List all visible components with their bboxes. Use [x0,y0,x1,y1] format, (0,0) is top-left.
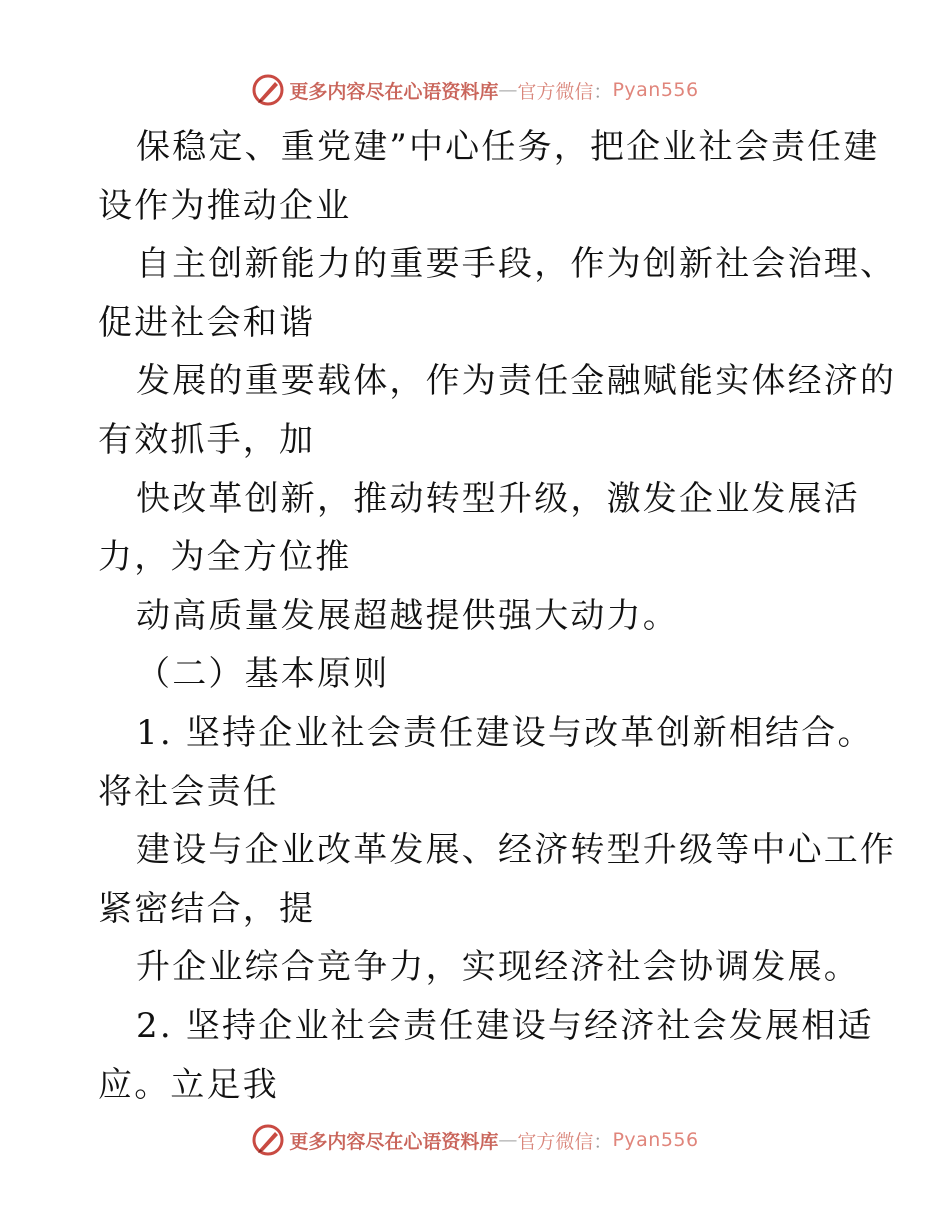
text-line: 升企业综合竞争力，实现经济社会协调发展。 [136,947,860,988]
text-line: 有效抓手，加 [98,419,316,460]
pen-logo-icon [251,73,285,107]
banner-wechat-label: 官方微信 [517,80,594,103]
banner-separator: ： [593,1130,613,1153]
banner-wechat-handle: Pyan556 [612,1129,699,1151]
text-line: 动高质量发展超越提供强大动力。 [136,595,679,636]
text-line: 保稳定、重党建”中心任务，把企业社会责任建 [136,127,880,167]
banner-separator: ： [593,80,613,103]
header-banner [0,70,950,110]
banner-wechat-label: 官方微信 [517,1130,594,1153]
text-line: 自主创新能力的重要手段，作为创新社会治理、 [136,244,897,285]
principle-item-2: 2. 坚持企业社会责任建设与经济社会发展相适 [136,1005,874,1046]
text-line: 设作为推动企业 [98,185,352,226]
banner-dash: — [498,1129,518,1151]
section-heading: （二）基本原则 [136,654,390,695]
text-line: 促进社会和谐 [98,302,316,343]
text-line: 紧密结合，提 [98,888,316,929]
banner-dash: — [498,79,518,101]
pen-logo-icon [251,1123,285,1157]
document-body [98,118,897,1114]
principle-item-1: 1. 坚持企业社会责任建设与改革创新相结合。 [136,712,874,753]
text-line: 应。立足我 [98,1064,279,1105]
banner-wechat-handle: Pyan556 [612,79,699,101]
text-line: 力，为全方位推 [98,537,352,578]
text-line: 发展的重要载体，作为责任金融赋能实体经济的 [136,361,897,402]
banner-site-name: 更多内容尽在心语资料库 [289,80,499,103]
text-line: 快改革创新，推动转型升级，激发企业发展活 [136,478,860,519]
footer-banner [0,1120,950,1160]
text-line: 建设与企业改革发展、经济转型升级等中心工作 [136,830,897,871]
text-line: 将社会责任 [98,771,279,812]
banner-site-name: 更多内容尽在心语资料库 [289,1130,499,1153]
